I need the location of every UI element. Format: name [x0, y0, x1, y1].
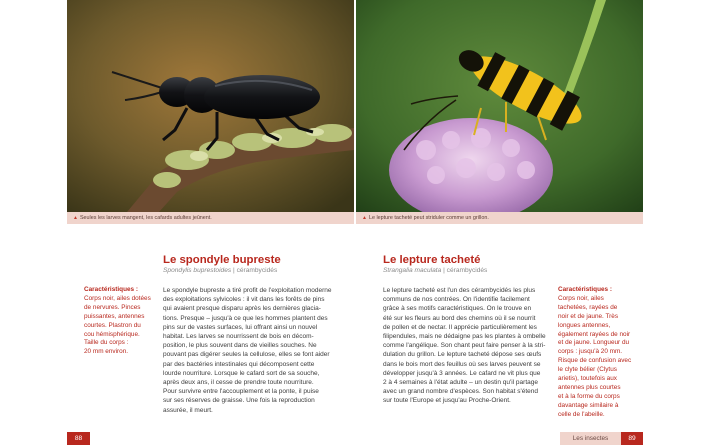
body-line: assurée, il meurt. — [163, 406, 213, 414]
species-subtitle-left — [163, 267, 277, 274]
features-line: arietis), toutefois aux — [558, 375, 617, 383]
features-right — [558, 286, 631, 420]
features-line: Risque de confusion avec — [558, 357, 632, 365]
body-line: filipendules, mais ne dédaigne pas les plantes à ombelle — [383, 333, 546, 341]
family-name: | cérambycidés — [231, 267, 278, 274]
latin-name: Spondylis buprestoides — [163, 267, 232, 274]
features-label: Caractéristiques : — [558, 286, 612, 293]
page-number-left: 88 — [67, 432, 90, 445]
features-line: puissantes, antennes — [84, 312, 145, 320]
body-line: développer jusqu'à 3 années. Le cafard ne vit plus que — [383, 369, 541, 377]
body-line: dans le bois mort des feuillus où ses larves peuvent se — [383, 360, 541, 368]
features-line: tachetées, rayées de — [558, 303, 618, 311]
features-label: Caractéristiques : — [84, 286, 138, 293]
body-line: 2 à 4 semaines à l'état adulte – un destin qu'il partage — [383, 379, 538, 387]
features-line: antennes plus courtes — [558, 383, 621, 391]
photo-spondyle-bupreste — [67, 0, 354, 212]
body-line: Le lepture tacheté est l'un des cérambycidés les plus — [383, 287, 536, 294]
caption-text: Seules les larves mangent, les cafards adultes jeûnent. — [79, 215, 212, 221]
photo-caption-right — [356, 212, 643, 224]
features-line: davantage similaire à — [558, 401, 619, 409]
body-line: Le spondyle bupreste a tiré profit de l'exploitation moderne — [163, 287, 332, 294]
features-line: corps : jusqu'à 20 mm. — [558, 348, 623, 356]
features-line: noir et de jaune. Très — [558, 312, 619, 320]
features-left — [84, 286, 151, 357]
body-line: sur ses réserves de graisse. Une fois la reproduction — [163, 397, 315, 405]
features-line: longues antennes, — [558, 321, 611, 329]
features-line: Corps noir, ailes dotées — [84, 294, 151, 302]
features-line: de nervures. Pinces — [84, 303, 141, 311]
body-line: communs de nos contrées. On l'identifie facilement — [383, 296, 530, 304]
caption-text: Le lepture tacheté peut striduler comme un grillon. — [368, 215, 489, 221]
photo-caption-left — [67, 212, 354, 224]
body-line: qui avaient presque disparu après les dernières glacia- — [163, 305, 321, 313]
body-line: comme l'angélique. Son chant peut faire penser à la stri- — [383, 342, 546, 350]
caption-triangle-icon: ▲ — [73, 215, 78, 221]
family-name: | cérambycidés — [441, 267, 488, 274]
features-line: Taille du corps : — [84, 339, 129, 347]
beetle-photo-right — [356, 0, 643, 212]
beetle-photo-left — [67, 0, 354, 212]
features-line: cou hémisphérique. — [84, 330, 140, 338]
body-line: grâce à ses motifs caractéristiques. On le trouve en — [383, 305, 532, 313]
caption-triangle-icon: ▲ — [362, 215, 367, 221]
page-number-right: 89 — [621, 432, 643, 445]
body-line: après deux ans, il cesse de prendre toute nourriture. — [163, 379, 314, 387]
features-line: également rayées de noir — [558, 330, 631, 338]
body-text-left — [163, 286, 332, 415]
body-line: avec un grand nombre d'espèces. Son habitat s'étend — [383, 388, 538, 396]
body-line: été sur les fleurs au bord des chemins où il se nourrit — [383, 314, 536, 322]
features-line: celle de l'abeille. — [558, 410, 605, 418]
section-label: Les insectes — [560, 432, 621, 445]
body-line: Pour survivre entre l'accouplement et la ponte, il puise — [163, 388, 319, 396]
features-line: et de jaune. Longueur du — [558, 339, 630, 347]
body-line: pouvant pas digérer seules la cellulose, elles se font aider — [163, 351, 330, 359]
species-subtitle-right — [383, 267, 487, 274]
features-line: le clyte bélier (Clytus — [558, 366, 617, 374]
body-line: habitat. Les larves se nourrissent de bois en décom- — [163, 333, 314, 341]
body-line: des exploitations sylvicoles : il vit dans les forêts de pins — [163, 296, 325, 304]
body-line: sur toute l'Europe et jusqu'au Proche-Orient. — [383, 397, 511, 405]
body-line: de pollen et de nectar. Il apprécie particulièrement les — [383, 323, 537, 331]
species-title-right: Le lepture tacheté — [383, 254, 481, 266]
body-line: dulation du grillon. Le lepture tacheté dépose ses œufs — [383, 351, 542, 359]
features-line: et à la forme du corps — [558, 392, 620, 400]
species-title-left: Le spondyle bupreste — [163, 254, 281, 266]
body-line: tions. Presque – jusqu'à ce que les hommes plantent des — [163, 314, 328, 322]
body-line: lourde nourriture. Lorsque le cafard sort de sa souche, — [163, 369, 320, 377]
photo-lepture-tachete — [356, 0, 643, 212]
body-line: pins sur de vastes surfaces, lui offrant ainsi un nouvel — [163, 323, 318, 331]
features-line: courtes. Plastron du — [84, 321, 141, 329]
body-line: par des bactéries intestinales qui décomposent cette — [163, 360, 315, 368]
latin-name: Strangalia maculata — [383, 267, 442, 274]
body-line: position, le plus souvent dans de vieilles souches. Ne — [163, 342, 317, 350]
body-text-right — [383, 286, 546, 406]
features-line: 20 mm environ. — [84, 348, 129, 356]
features-line: Corps noir, ailes — [558, 294, 604, 302]
